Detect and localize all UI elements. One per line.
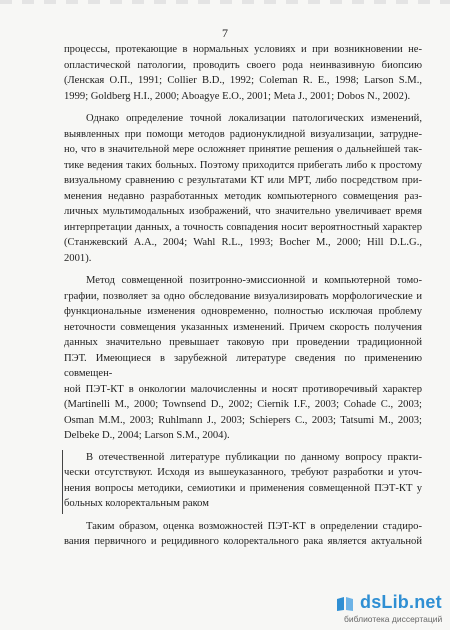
text-line: графии, позволяет за одно обследование визуализировать морфологические и (64, 290, 422, 302)
text-line: ПЭТ. Имеющиеся в зарубежной литературе сведения по применению совмещен- (64, 352, 422, 379)
text-line: данных значительно превышает таковую при проведении традиционной (64, 337, 422, 348)
book-icon (336, 596, 354, 612)
text-line: (Ленская О.П., 1991; Collier B.D., 1992; Coleman R. E., 1998; Larson S.M., (64, 75, 422, 86)
text-line: (Станжевский А.А., 2004; Wahl R.L., 1993; Bocher M., 2000; Hill D.L.G., (64, 237, 422, 248)
text-line: вания первичного и рецидивного колоректального рака является актуальной (64, 536, 422, 547)
text-line: опластической патологии, проводить своего рода неинвазивную биопсию (64, 59, 422, 71)
text-line: чески отсутствуют. Исходя из вышеуказанного, требуют разработки и уточ- (64, 467, 422, 478)
text-line: функциональные изменения одновременно, полностью исключая проблему (64, 306, 422, 317)
text-line: Однако определение точной локализации патологических изменений, (86, 113, 422, 124)
text-line: неточности совмещения указанных изменений. Причем скорость получения (64, 321, 422, 333)
paragraph-4 (64, 450, 422, 512)
text-line: нения вопросы методики, семиотики и применения совмещенной ПЭТ-КТ у (64, 482, 422, 494)
document-body (64, 42, 422, 550)
text-line: Delbeke D., 2004; Larson S.M., 2004). (64, 430, 230, 441)
margin-bracket (62, 450, 63, 514)
text-line: 1999; Goldberg H.I., 2000; Aboagye E.O., 2001; Meta J., 2001; Dobos N., 2002). (64, 90, 411, 102)
dslib-logo[interactable] (330, 590, 450, 630)
paragraph-5 (64, 519, 422, 550)
text-line: (Martinelli M., 2000; Townsend D., 2002; Ciernik I.F., 2003; Cohade C., 2003; (64, 399, 422, 410)
text-line: личных мультимодальных изображений, что значительно увеличивает время (64, 206, 422, 217)
scan-edge-artifact (0, 0, 450, 4)
paragraph-1 (64, 42, 422, 104)
paragraph-3 (64, 273, 422, 444)
text-line: но, что в значительной мере осложняет принятие решения о дальнейшей так- (64, 144, 422, 155)
text-line: менения недавно разработанных методик компьютерного совмещения раз- (64, 190, 422, 202)
paragraph-2 (64, 111, 422, 266)
text-line: выявленных при помощи методов радионуклидной визуализации, затрудне- (64, 128, 422, 140)
text-line: 2001). (64, 252, 92, 264)
text-line: интерпретации данных, а точность совпадения носит вероятностный характер (64, 221, 422, 233)
text-line: визуальному сравнению с результатами КТ или МРТ, либо посредством при- (64, 175, 422, 186)
text-line: Метод совмещенной позитронно-эмиссионной и компьютерной томо- (86, 275, 422, 286)
text-line: ной ПЭТ-КТ в онкологии малочисленны и носят противоречивый характер (64, 383, 422, 395)
text-line: тике ведения таких больных. Поэтому приходится прибегать либо к простому (64, 159, 422, 171)
text-line: Таким образом, оценка возможностей ПЭТ-КТ в определении стадиро- (86, 520, 422, 532)
logo-text: dsLib.net (360, 592, 442, 612)
text-line: Osman M.M., 2003; Ruhlmann J., 2003; Schiepers C., 2003; Tatsumi M., 2003; (64, 414, 422, 426)
page-number: 7 (222, 26, 228, 40)
text-line: больных колоректальным раком (64, 498, 209, 509)
text-line: В отечественной литературе публикации по данному вопросу практи- (86, 451, 422, 463)
logo-caption: библиотека диссертаций (344, 614, 443, 624)
text-line: процессы, протекающие в нормальных условиях и при возникновении не- (64, 44, 422, 55)
